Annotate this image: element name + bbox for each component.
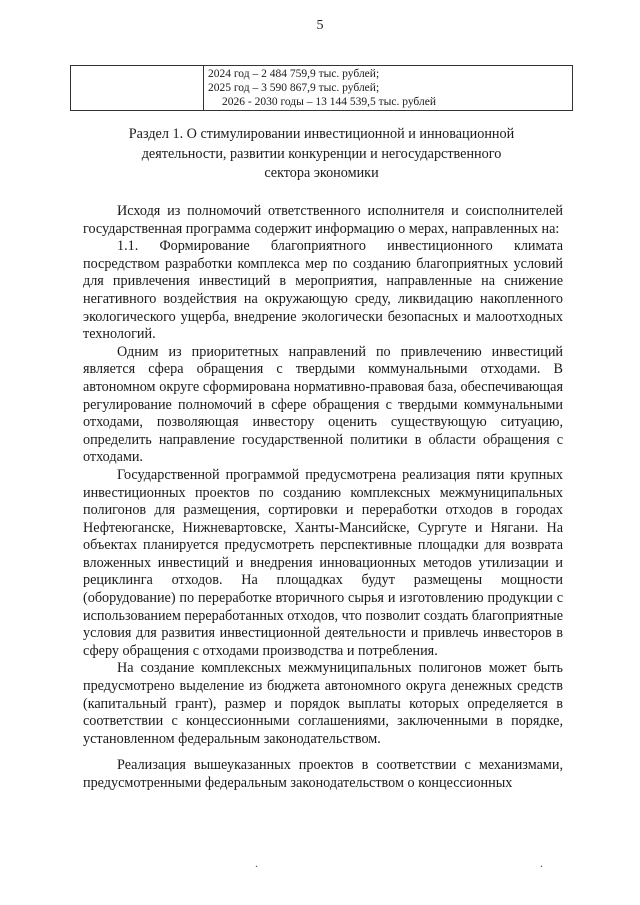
body-text — [83, 203, 563, 793]
paragraph-priority: Одним из приоритетных направлений по привлечению инвестиций является сфера обращения с твердыми коммунальными отходами. В автономном округе сформирована нормативно-правовая база, обеспечивающая регулирование полномочий в сфере обращения с твердыми коммунальными отходами, позволяющая инвестору оценить существующую ситуацию, определить направление государственной политики в области обращения с отходами. — [83, 343, 563, 466]
budget-line-2026-2030: 2026 - 2030 годы – 13 144 539,5 тыс. рублей — [222, 96, 436, 108]
budget-line-2024: 2024 год – 2 484 759,9 тыс. рублей; — [208, 68, 380, 80]
scan-mark: . — [540, 856, 543, 870]
section-title-line: Раздел 1. О стимулировании инвестиционной и инновационной — [128, 126, 515, 142]
paragraph-projects: Государственной программой предусмотрена реализация пяти крупных инвестиционных проектов по созданию комплексных межмуниципальных полигонов для размещения, сортировки и переработки отходов в городах Нефтеюганске, Нижневартовске, Ханты-Мансийске, Сургуте и Нягани. На объектах планируется предусмотреть перспективные площадки для возврата вложенных инвестиций и внедрения инновационных методов утилизации и рециклинга отходов. На площадках будут размещены мощности (оборудование) по переработке вторичного сырья и изготовлению продукции с использованием переработанных отходов, что позволит создать благоприятные условия для развития инвестиционной деятельности и привлечь инвесторов в сферу обращения с отходами производства и потребления. — [83, 466, 563, 659]
table-cell-budget — [204, 66, 573, 111]
section-title-line: сектора экономики — [264, 165, 379, 181]
table-row — [71, 66, 573, 111]
page-number: 5 — [316, 18, 324, 33]
paragraph-grant: На создание комплексных межмуниципальных полигонов может быть предусмотрено выделение из бюджета автономного округа денежных средств (капитальный грант), размер и порядок выплаты которых определяется в соответствии с концессионными соглашениями, заключенными в порядке, установленном федеральным законодательством. — [83, 660, 563, 747]
section-title-line: деятельности, развитии конкуренции и негосударственного — [141, 145, 502, 162]
section-title — [70, 125, 573, 184]
scan-mark: . — [255, 856, 258, 870]
paragraph-intro: Исходя из полномочий ответственного исполнителя и соисполнителей государственная программа содержит информацию о мерах, направленных на: — [83, 203, 563, 237]
paragraph-implementation: Реализация вышеуказанных проектов в соответствии с механизмами, предусмотренными федеральным законодательством о концессионных — [83, 757, 563, 791]
paragraph-1-1: 1.1. Формирование благоприятного инвестиционного климата посредством разработки комплекса мер по созданию благоприятных условий для привлечения инвестиций в мероприятия, направленные на снижение негативного воздействия на окружающую среду, ликвидацию накопленного экологического ущерба, внедрение экологически безопасных и малоотходных технологий. — [83, 238, 563, 343]
table-cell-empty — [71, 66, 204, 111]
budget-table — [70, 65, 573, 111]
budget-line-2025: 2025 год – 3 590 867,9 тыс. рублей; — [208, 82, 380, 94]
